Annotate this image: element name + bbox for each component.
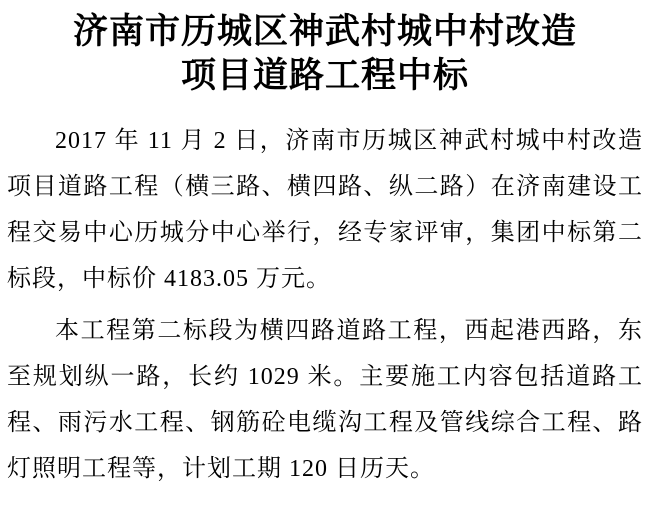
paragraph-award-announcement: 2017 年 11 月 2 日，济南市历城区神武村城中村改造项目道路工程（横三路、横四路、纵二路）在济南建设工程交易中心历城分中心举行，经专家评审，集团中标第二标段，中标价 4183.05 万元。	[7, 128, 643, 292]
document-title	[7, 10, 643, 98]
document-body	[7, 118, 643, 492]
document-title-line-2: 项目道路工程中标	[180, 56, 469, 95]
paragraph-project-scope: 本工程第二标段为横四路道路工程，西起港西路，东至规划纵一路，长约 1029 米。主要施工内容包括道路工程、雨污水工程、钢筋砼电缆沟工程及管线综合工程、路灯照明工程等，计划工期 120 日历天。	[7, 318, 643, 482]
document-title-line-1: 济南市历城区神武村城中村改造	[72, 12, 577, 51]
